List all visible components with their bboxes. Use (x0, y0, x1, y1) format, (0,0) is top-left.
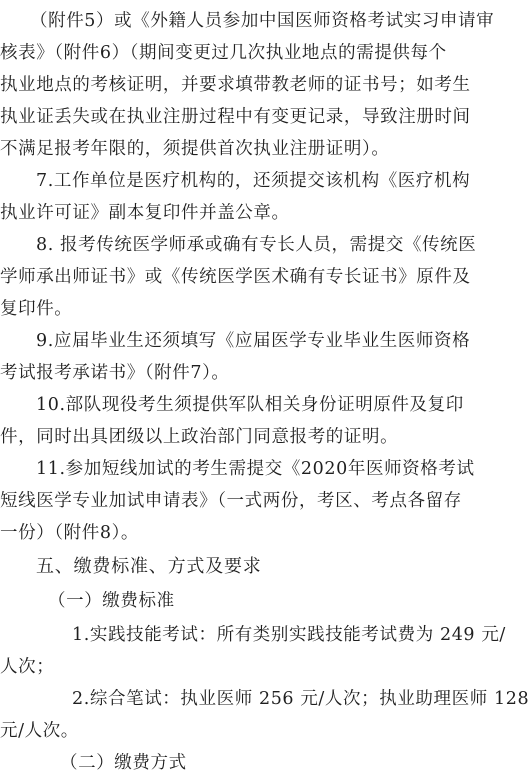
section-heading: 五、缴费标准、方式及要求 (36, 556, 262, 577)
list-item-10: 10.部队现役考生须提供军队相关身份证明原件及复印 (36, 395, 464, 415)
text-line: 复印件。 (0, 299, 73, 319)
text-line: 执业证丢失或在执业注册过程中有变更记录，导致注册时间 (0, 107, 471, 127)
text-line: （附件5）或《外籍人员参加中国医师资格考试实习申请审 (30, 11, 495, 31)
list-item-7: 7.工作单位是医疗机构的，还须提交该机构《医疗机构 (36, 171, 471, 191)
text-line: 学师承出师证书》或《传统医学医术确有专长证书》原件及 (0, 267, 471, 287)
text-line: 元/人次。 (0, 721, 79, 741)
fee-item-2: 2.综合笔试：执业医师 256 元/人次；执业助理医师 128 (72, 689, 530, 709)
subsection-heading: （一）缴费标准 (48, 591, 175, 611)
text-line: 短线医学专业加试申请表》（一式两份，考区、考点各留存 (0, 491, 462, 511)
text-line: 件，同时出具团级以上政治部门同意报考的证明。 (0, 427, 399, 447)
list-item-11: 11.参加短线加试的考生需提交《2020年医师资格考试 (36, 459, 475, 479)
list-item-9: 9.应届毕业生还须填写《应届医学专业毕业生医师资格 (36, 331, 471, 351)
text-line: 执业地点的考核证明，并要求填带教老师的证书号；如考生 (0, 75, 471, 95)
text-line: 执业许可证》副本复印件并盖公章。 (0, 203, 290, 223)
text-line: 一份）（附件8）。 (0, 523, 140, 543)
list-item-8: 8. 报考传统医学师承或确有专长人员，需提交《传统医 (36, 235, 477, 255)
text-line: 考试报考承诺书》（附件7）。 (0, 363, 230, 383)
text-line: 核表》（附件6）（期间变更过几次执业地点的需提供每个 (0, 43, 447, 63)
text-line: 人次； (0, 657, 55, 677)
subsection-heading: （二）缴费方式 (60, 753, 187, 773)
fee-item-1: 1.实践技能考试：所有类别实践技能考试费为 249 元/ (72, 625, 506, 645)
text-line: 不满足报考年限的，须提供首次执业注册证明）。 (0, 139, 390, 159)
